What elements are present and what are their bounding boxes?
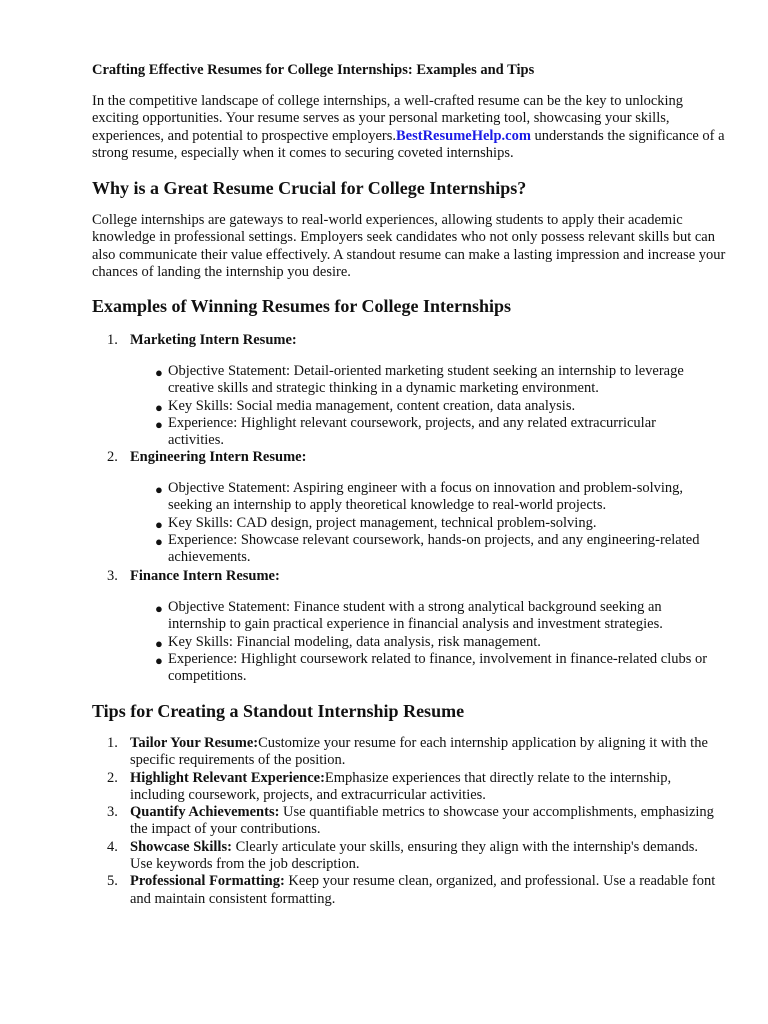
tips-heading: Tips for Creating a Standout Internship Resume [92, 701, 465, 721]
intro-text: In the competitive landscape of college internships, a well-crafted resume can be the key to unlocking exciting opportunities. Your resume serves as your personal marketing tool, showcasing your skills, experiences, and potential to prospective employers. [92, 93, 684, 144]
tip-item [0, 735, 718, 770]
bullet-icon: ● [155, 601, 163, 616]
why-paragraph: College internships are gateways to real-world experiences, allowing students to apply their academic knowledge in professional settings. Employers seek candidates who not only possess relevant skills but can also communicate their value effectively. A standout resume can make a lasting impression and increase your chances of landing the internship you desire. [92, 212, 726, 280]
list-number: 3. [107, 804, 118, 821]
intro-paragraph [92, 93, 732, 162]
list-item [155, 599, 715, 634]
example-title: Engineering Intern Resume: [130, 449, 307, 465]
example-title: Marketing Intern Resume: [130, 332, 297, 348]
bullet-icon: ● [155, 533, 163, 549]
bullet-icon: ● [155, 416, 163, 432]
list-number: 2. [107, 449, 118, 465]
why-heading: Why is a Great Resume Crucial for College Internships? [92, 178, 527, 198]
example-title: Finance Intern Resume: [130, 568, 280, 584]
list-number: 3. [107, 568, 118, 584]
tip-text: Use quantifiable metrics to showcase your accomplishments, emphasizing the impact of your contributions. [130, 804, 714, 838]
tip-title: Tailor Your Resume: [130, 735, 259, 751]
tip-text: Customize your resume for each internship application by aligning it with the specific requirements of the position. [130, 735, 708, 769]
list-number: 5. [107, 873, 118, 890]
bullet-text: Objective Statement: Aspiring engineer with a focus on innovation and problem-solving, seeking an internship to apply theoretical knowledge to real-world projects. [168, 480, 684, 514]
bullet-icon: ● [155, 399, 163, 415]
list-number: 1. [107, 332, 118, 348]
list-item [155, 363, 715, 398]
tip-item [0, 770, 718, 805]
intro-text-continued: understands the significance of a strong resume, especially when it comes to securing coveted internships. [92, 127, 725, 161]
bullet-icon: ● [155, 516, 163, 532]
list-item [155, 634, 715, 651]
bullet-icon: ● [155, 652, 163, 668]
bullet-icon: ● [155, 635, 163, 651]
tip-title: Showcase Skills: [130, 838, 232, 855]
list-item [155, 398, 715, 415]
tip-item [0, 839, 718, 874]
examples-heading: Examples of Winning Resumes for College Internships [92, 296, 512, 316]
list-item [155, 532, 715, 567]
list-number: 1. [107, 735, 118, 751]
list-item [155, 515, 715, 532]
tip-title: Quantify Achievements: [130, 804, 280, 821]
tips-list [0, 735, 768, 908]
list-item [155, 651, 715, 686]
tip-item [0, 873, 718, 908]
bullet-text: Key Skills: Financial modeling, data analysis, risk management. [168, 633, 541, 650]
bullet-icon: ● [155, 365, 163, 380]
list-number: 4. [107, 838, 118, 855]
bullet-text: Key Skills: Social media management, content creation, data analysis. [168, 397, 576, 414]
example-bullet-list [155, 363, 715, 449]
bullet-text: Experience: Highlight coursework related to finance, involvement in finance-related clubs or competitions. [168, 650, 708, 685]
tip-text: Clearly articulate your skills, ensuring they align with the internship's demands. Use keywords from the job description. [130, 838, 699, 873]
example-bullet-list [155, 480, 715, 566]
bestresumehelp-link[interactable]: BestResumeHelp.com [396, 127, 531, 144]
bullet-text: Objective Statement: Detail-oriented marketing student seeking an internship to leverage creative skills and strategic thinking in a dynamic marketing environment. [168, 363, 684, 397]
list-number: 2. [107, 769, 118, 786]
bullet-text: Experience: Showcase relevant coursework, hands-on projects, and any engineering-related achievements. [168, 531, 700, 566]
tip-text: Keep your resume clean, organized, and professional. Use a readable font and maintain consistent formatting. [130, 873, 716, 907]
document-title: Crafting Effective Resumes for College Internships: Examples and Tips [92, 62, 535, 78]
bullet-text: Key Skills: CAD design, project management, technical problem-solving. [168, 514, 597, 531]
tip-text: Emphasize experiences that directly relate to the internship, including coursework, projects, and extracurricular activities. [130, 769, 672, 803]
bullet-icon: ● [155, 482, 163, 497]
example-bullet-list [155, 599, 715, 685]
tip-item [0, 804, 718, 839]
bullet-text: Objective Statement: Finance student with a strong analytical background seeking an internship to gain practical experience in financial analysis and investment strategies. [168, 599, 663, 633]
list-item [155, 480, 715, 515]
bullet-text: Experience: Highlight relevant coursework, projects, and any related extracurricular activities. [168, 414, 656, 449]
tip-title: Highlight Relevant Experience: [130, 769, 325, 786]
list-item [155, 415, 715, 450]
tip-title: Professional Formatting: [130, 873, 285, 890]
